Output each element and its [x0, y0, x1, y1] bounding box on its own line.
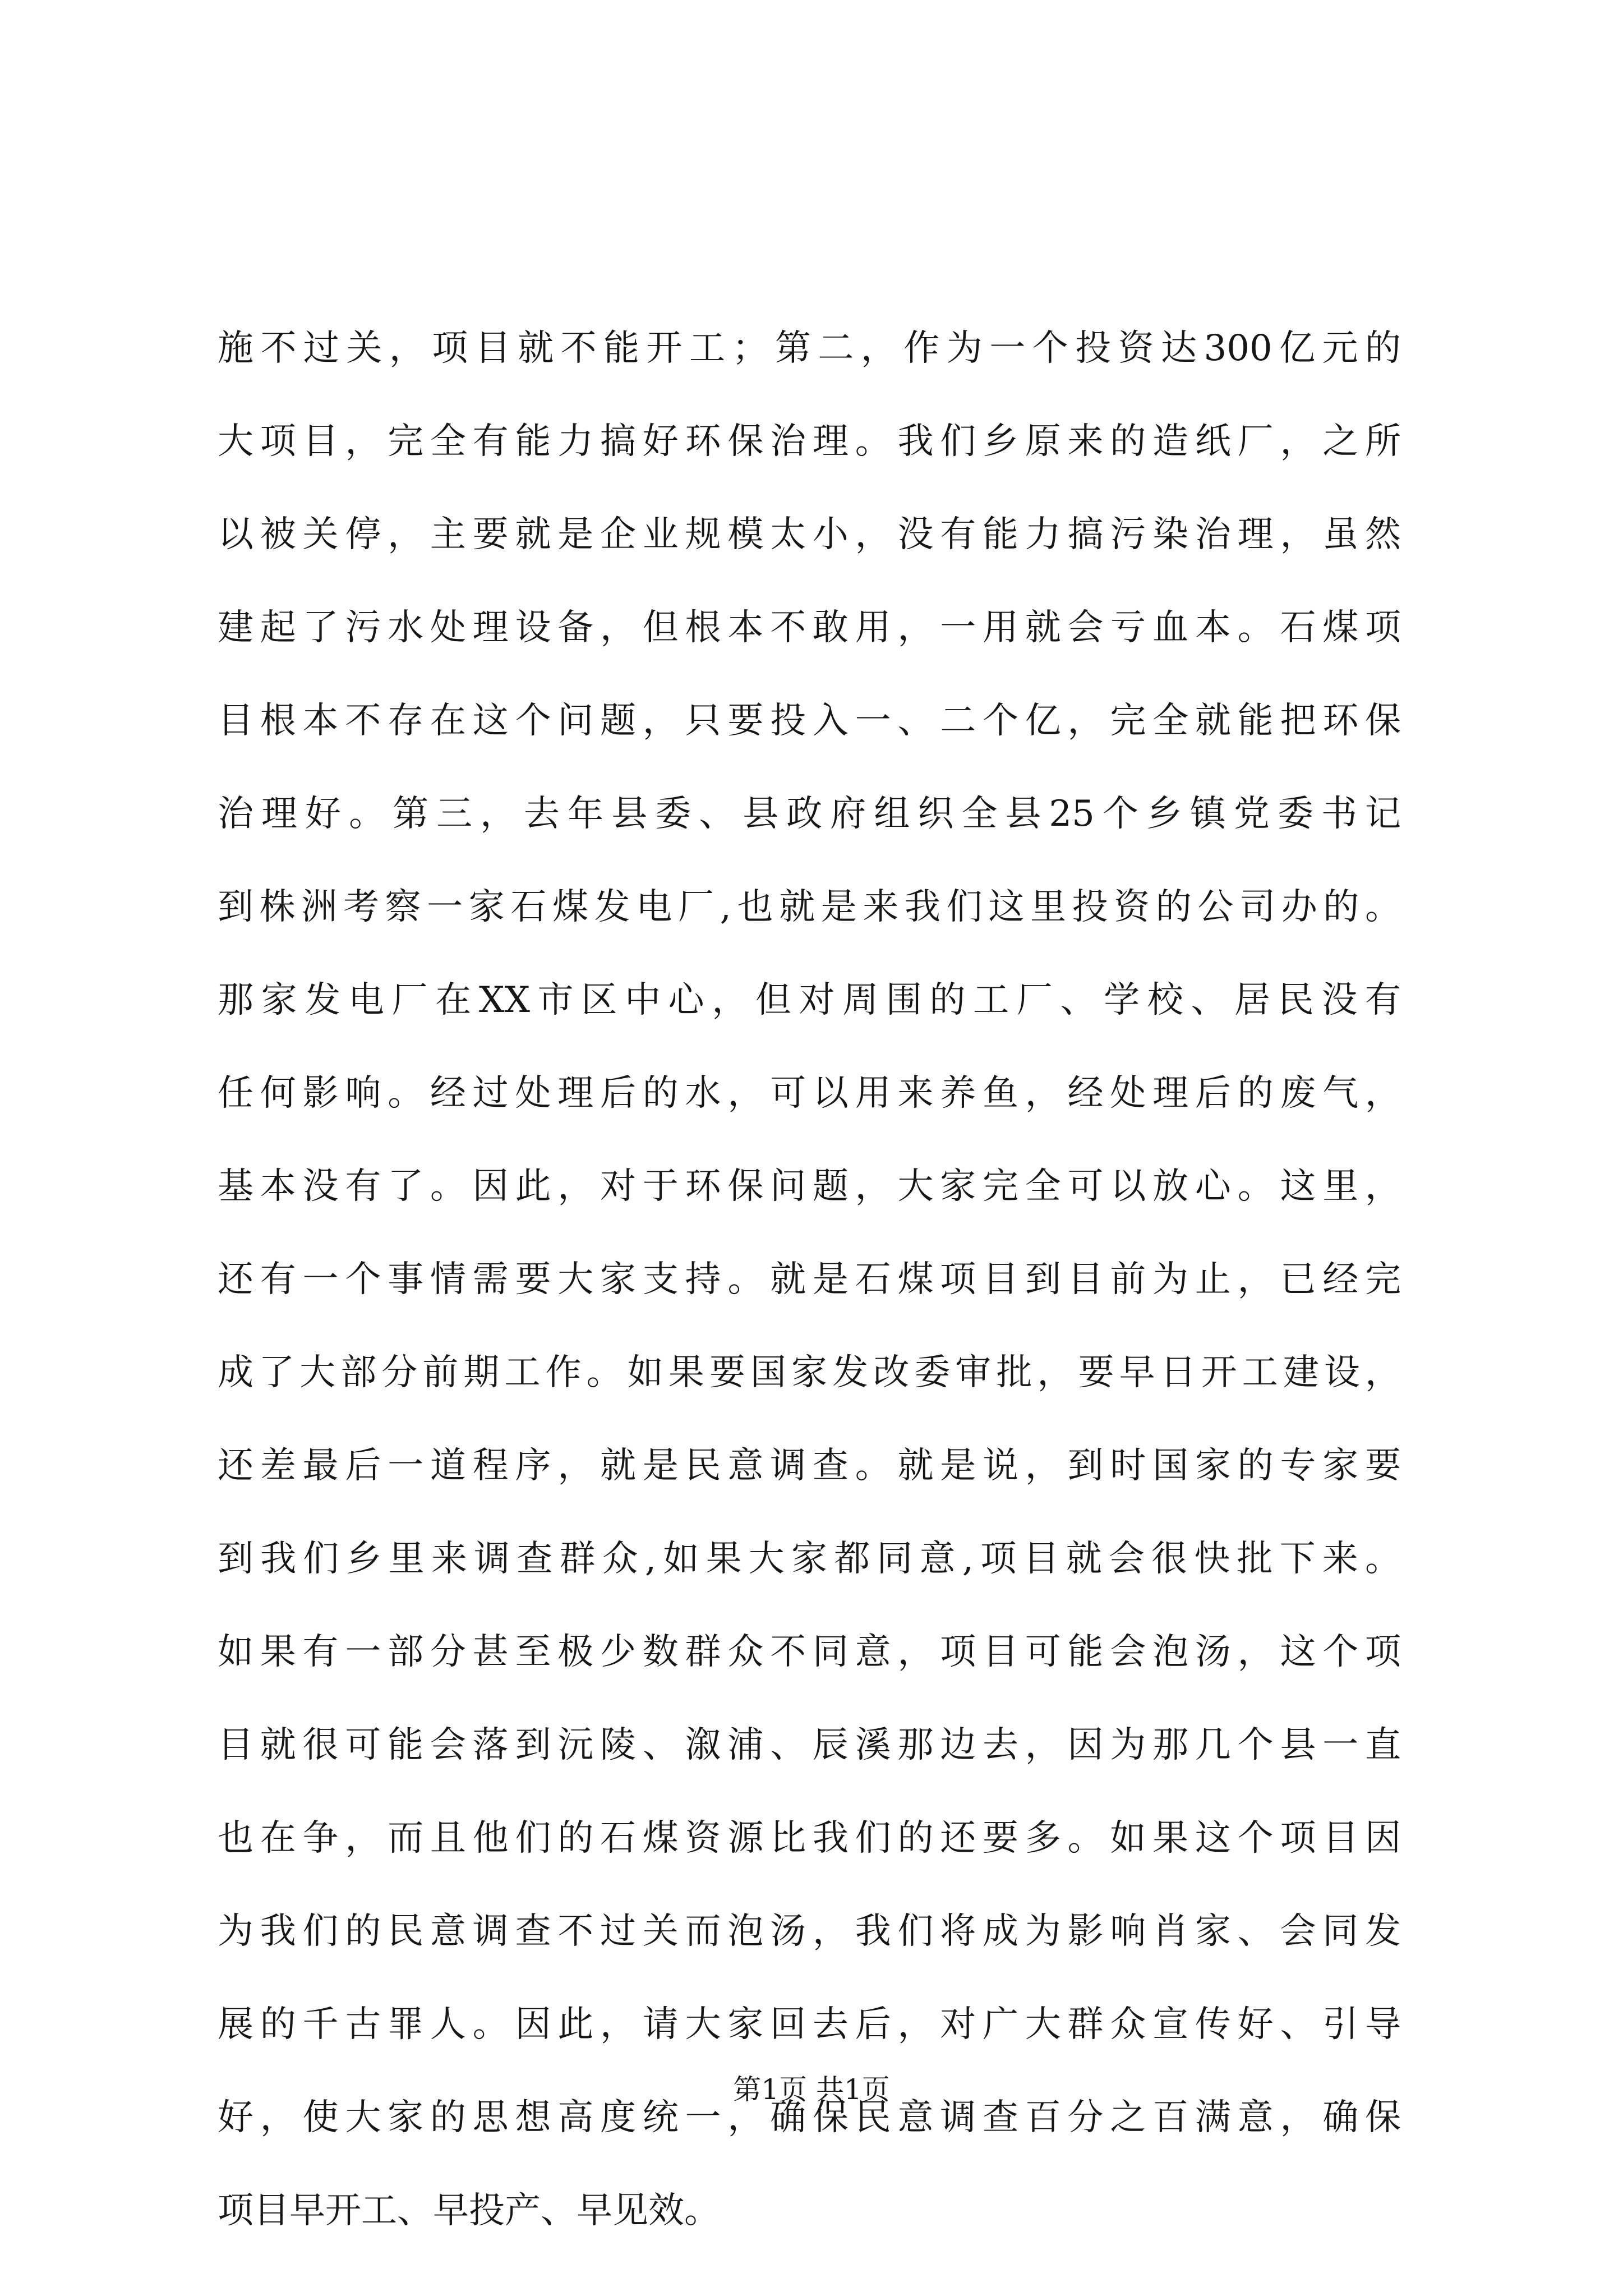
text-line: 项目早开工、早投产、早见效。	[218, 2190, 720, 2231]
text-line: 大项目，完全有能力搞好环保治理。我们乡原来的造纸厂，之所	[218, 421, 1401, 462]
text-line: 也在争，而且他们的石煤资源比我们的还要多。如果这个项目因	[218, 1818, 1401, 1859]
page-footer: 第1页 共1页	[733, 2073, 890, 2106]
text-line: 到我们乡里来调查群众,如果大家都同意,项目就会很快批下来。	[218, 1538, 1401, 1580]
text-line: 成了大部分前期工作。如果要国家发改委审批，要早日开工建设，	[218, 1352, 1401, 1393]
text-line: 还有一个事情需要大家支持。就是石煤项目到目前为止，已经完	[218, 1259, 1401, 1300]
text-line: 好，使大家的思想高度统一，确保民意调查百分之百满意，确保	[218, 2097, 1401, 2138]
text-line: 任何影响。经过处理后的水，可以用来养鱼，经处理后的废气，	[218, 1073, 1401, 1114]
body-text	[218, 302, 1401, 2257]
text-line: 那家发电厂在XX市区中心，但对周围的工厂、学校、居民没有	[218, 979, 1401, 1021]
text-line: 基本没有了。因此，对于环保问题，大家完全可以放心。这里，	[218, 1166, 1401, 1207]
text-line: 目根本不存在这个问题，只要投入一、二个亿，完全就能把环保	[218, 700, 1401, 742]
text-line: 治理好。第三，去年县委、县政府组织全县25个乡镇党委书记	[218, 793, 1401, 835]
text-line: 以被关停，主要就是企业规模太小，没有能力搞污染治理，虽然	[218, 514, 1401, 555]
text-line: 如果有一部分甚至极少数群众不同意，项目可能会泡汤，这个项	[218, 1631, 1401, 1673]
text-line: 为我们的民意调查不过关而泡汤，我们将成为影响肖家、会同发	[218, 1911, 1401, 1952]
text-line: 目就很可能会落到沅陵、溆浦、辰溪那边去，因为那几个县一直	[218, 1724, 1401, 1766]
text-line: 还差最后一道程序，就是民意调查。就是说，到时国家的专家要	[218, 1445, 1401, 1487]
text-line: 施不过关，项目就不能开工；第二，作为一个投资达300亿元的	[218, 328, 1401, 369]
text-line: 展的千古罪人。因此，请大家回去后，对广大群众宣传好、引导	[218, 2004, 1401, 2045]
text-line: 到株洲考察一家石煤发电厂,也就是来我们这里投资的公司办的。	[218, 886, 1401, 928]
text-line: 建起了污水处理设备，但根本不敢用，一用就会亏血本。石煤项	[218, 607, 1401, 648]
